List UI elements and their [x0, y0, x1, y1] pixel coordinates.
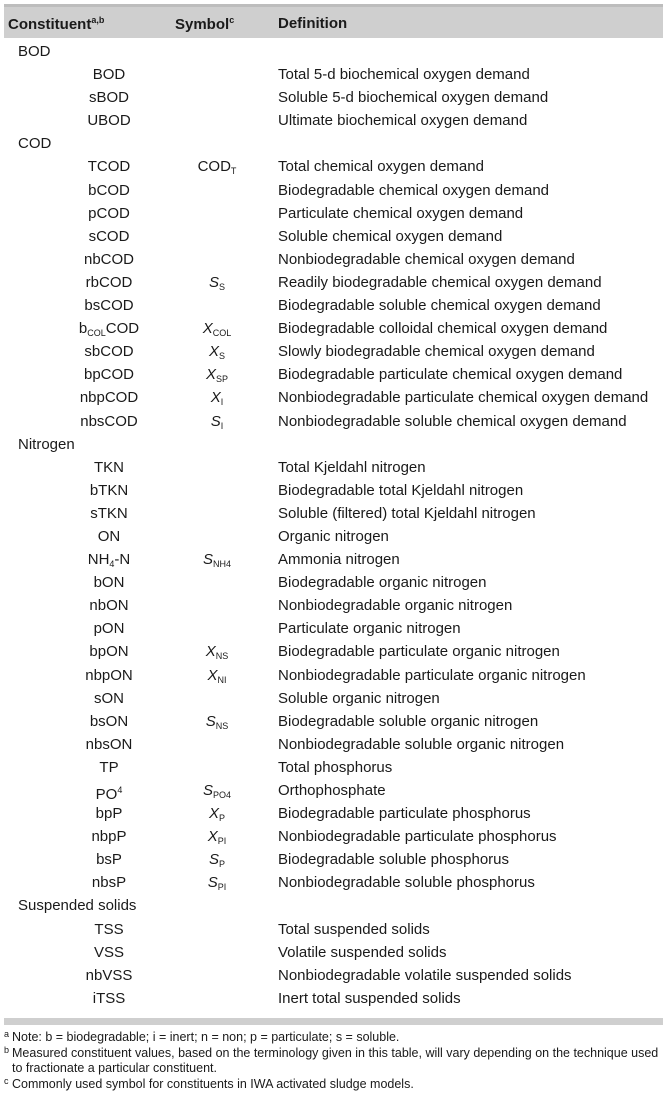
symbol-text: X	[210, 389, 221, 407]
constituent-cell	[50, 63, 168, 86]
symbol-text: S	[208, 273, 219, 291]
table-row	[4, 363, 663, 386]
symbol-subscript: SP	[216, 374, 229, 385]
constituent-cell	[50, 664, 168, 687]
constituent-subscript: 4	[109, 559, 115, 570]
table-row	[4, 941, 663, 964]
symbol-text: X	[205, 366, 216, 384]
definition-cell: Biodegradable particulate organic nitrogen	[278, 643, 560, 661]
table-row	[4, 479, 663, 502]
table-row	[4, 248, 663, 271]
constituent-text: iTSS	[92, 989, 126, 1007]
symbol-subscript: I	[220, 420, 224, 431]
table-row	[4, 710, 663, 733]
constituent-cell	[50, 294, 168, 317]
constituent-cell	[50, 871, 168, 894]
constituent-text: nbpCOD	[79, 389, 139, 407]
definition-cell: Total 5-d biochemical oxygen demand	[278, 66, 530, 84]
table-row	[4, 617, 663, 640]
definition-cell: Total phosphorus	[278, 758, 393, 776]
constituent-text: nbON	[89, 597, 129, 615]
definition-cell: Slowly biodegradable chemical oxygen demand	[278, 343, 595, 361]
constituent-text: rbCOD	[85, 273, 133, 291]
constituent-text: NH	[87, 551, 110, 569]
table-row	[4, 733, 663, 756]
symbol-subscript: PI	[217, 836, 227, 847]
table-row	[4, 271, 663, 294]
table-row	[4, 502, 663, 525]
symbol-subscript: PO4	[213, 790, 232, 800]
symbol-subscript: P	[219, 813, 226, 824]
constituent-text: UBOD	[87, 112, 131, 130]
symbol-subscript: S	[219, 281, 226, 292]
table-row	[4, 664, 663, 687]
group-row	[4, 433, 663, 456]
constituent-text: b	[78, 320, 88, 338]
definition-cell: Inert total suspended solids	[278, 989, 461, 1007]
constituent-cell	[50, 155, 168, 178]
definition-cell: Biodegradable total Kjeldahl nitrogen	[278, 481, 524, 499]
definition-cell: Nonbiodegradable soluble organic nitrogen	[278, 735, 565, 753]
table-row	[4, 86, 663, 109]
constituent-cell	[50, 456, 168, 479]
definition-cell: Nonbiodegradable soluble phosphorus	[278, 874, 535, 892]
constituent-cell	[50, 941, 168, 964]
table-row	[4, 386, 663, 409]
table-row	[4, 848, 663, 871]
constituent-text: bON	[93, 574, 125, 592]
constituent-superscript: 4	[117, 785, 123, 795]
constituent-text: nbCOD	[83, 250, 135, 268]
constituent-text: bpP	[95, 805, 123, 823]
table-row	[4, 964, 663, 987]
symbol-subscript: NI	[217, 674, 227, 685]
definition-cell: Nonbiodegradable volatile suspended solids	[278, 966, 572, 984]
table-row	[4, 594, 663, 617]
definition-cell: Soluble chemical oxygen demand	[278, 227, 503, 245]
definition-cell: Biodegradable soluble organic nitrogen	[278, 712, 539, 730]
symbol-text: S	[202, 551, 213, 569]
constituent-cell	[50, 733, 168, 756]
symbol-text: S	[208, 851, 219, 869]
constituent-cell	[50, 918, 168, 941]
definition-cell: Volatile suspended solids	[278, 943, 447, 961]
constituent-text: bsCOD	[84, 297, 134, 315]
definition-cell: Biodegradable colloidal chemical oxygen demand	[278, 320, 608, 338]
constituent-cell	[50, 825, 168, 848]
symbol-subscript: S	[219, 351, 226, 362]
table-body	[4, 40, 663, 1010]
table-footnotes	[4, 1030, 663, 1092]
definition-cell: Nonbiodegradable chemical oxygen demand	[278, 250, 575, 268]
table-row	[4, 640, 663, 663]
table-row	[4, 802, 663, 825]
table-row	[4, 756, 663, 779]
symbol-subscript: T	[230, 166, 237, 177]
constituent-text: bpON	[89, 643, 129, 661]
constituent-cell	[50, 225, 168, 248]
constituent-text: pON	[93, 620, 125, 638]
constituent-cell	[50, 571, 168, 594]
table-row	[4, 202, 663, 225]
constituent-cell	[50, 687, 168, 710]
constituent-cell	[50, 386, 168, 409]
table-row	[4, 109, 663, 132]
group-row	[4, 132, 663, 155]
symbol-text: X	[208, 343, 219, 361]
definition-cell: Nonbiodegradable particulate organic nitrogen	[278, 666, 586, 684]
constituent-cell	[50, 848, 168, 871]
constituent-text: TP	[99, 758, 119, 776]
constituent-text: sTKN	[90, 504, 128, 522]
constituent-text: BOD	[92, 66, 126, 84]
group-row	[4, 894, 663, 917]
table-row	[4, 571, 663, 594]
constituent-text: TCOD	[87, 158, 131, 176]
constituent-cell	[50, 987, 168, 1010]
constituent-cell	[50, 271, 168, 294]
symbol-subscript: COL	[212, 328, 232, 339]
symbol-subscript: P	[219, 859, 226, 870]
constituent-cell	[50, 964, 168, 987]
header-definition: Definition	[278, 15, 348, 32]
constituent-text: VSS	[93, 943, 124, 961]
definition-cell: Organic nitrogen	[278, 527, 389, 545]
footnote-mark: a	[4, 1029, 10, 1039]
symbol-text: X	[205, 643, 216, 661]
table-row	[4, 410, 663, 433]
symbol-text: X	[202, 320, 213, 338]
table-row	[4, 63, 663, 86]
constituent-text: bCOD	[88, 181, 130, 199]
symbol-text: X	[207, 666, 218, 684]
footnote-text: Commonly used symbol for constituents in IWA activated sludge models.	[12, 1076, 414, 1091]
definition-cell: Ultimate biochemical oxygen demand	[278, 112, 528, 130]
table-header	[4, 4, 663, 38]
table-row	[4, 825, 663, 848]
table-row	[4, 871, 663, 894]
symbol-text: S	[207, 874, 218, 892]
table-row	[4, 225, 663, 248]
definition-cell: Biodegradable organic nitrogen	[278, 574, 487, 592]
constituent-text: nbpP	[91, 828, 127, 846]
definition-cell: Total suspended solids	[278, 920, 430, 938]
definition-cell: Nonbiodegradable organic nitrogen	[278, 597, 513, 615]
constituent-cell	[50, 594, 168, 617]
symbol-subscript: NS	[215, 720, 229, 731]
footnote	[4, 1077, 663, 1093]
table-row	[4, 155, 663, 178]
table-row	[4, 918, 663, 941]
definition-cell: Nonbiodegradable soluble chemical oxygen demand	[278, 412, 627, 430]
definition-cell: Nonbiodegradable particulate phosphorus	[278, 828, 557, 846]
constituent-cell	[50, 640, 168, 663]
constituent-cell	[50, 802, 168, 825]
constituent-text: TSS	[94, 920, 124, 938]
footnote-mark: c	[4, 1075, 9, 1086]
definition-cell: Soluble organic nitrogen	[278, 689, 440, 707]
constituent-cell	[50, 410, 168, 433]
constituent-cell	[50, 525, 168, 548]
group-label: Suspended solids	[18, 897, 137, 915]
definition-cell: Readily biodegradable chemical oxygen demand	[278, 273, 602, 291]
constituent-cell	[50, 248, 168, 271]
definition-cell: Particulate organic nitrogen	[278, 620, 461, 638]
constituent-suffix: COD	[105, 320, 140, 338]
footnote	[4, 1046, 663, 1077]
header-constituent: Constituent$^{a,b}$	[8, 15, 105, 33]
constituent-cell	[50, 202, 168, 225]
constituent-cell	[50, 617, 168, 640]
symbol-text: X	[208, 805, 219, 823]
definition-cell: Orthophosphate	[278, 782, 386, 799]
group-label: Nitrogen	[18, 435, 75, 453]
definition-cell: Biodegradable soluble chemical oxygen demand	[278, 297, 601, 315]
group-label: COD	[18, 135, 52, 153]
constituent-cell	[50, 710, 168, 733]
constituent-text: bsON	[89, 712, 129, 730]
definition-cell: Soluble (filtered) total Kjeldahl nitrogen	[278, 504, 536, 522]
constituent-text: bpCOD	[83, 366, 135, 384]
table-row	[4, 987, 663, 1010]
footnote	[4, 1030, 663, 1046]
constituent-suffix: -N	[114, 551, 131, 569]
footnote-mark: b	[4, 1044, 10, 1055]
table-row	[4, 687, 663, 710]
constituent-text: nbsCOD	[80, 412, 138, 430]
definition-cell: Ammonia nitrogen	[278, 551, 400, 569]
definition-cell: Biodegradable soluble phosphorus	[278, 851, 510, 869]
constituent-text: nbsP	[91, 874, 127, 892]
definition-cell: Biodegradable particulate phosphorus	[278, 805, 531, 823]
constituent-text: sbCOD	[84, 343, 134, 361]
constituent-text: sBOD	[88, 89, 129, 107]
constituent-text: nbpON	[85, 666, 133, 684]
definition-cell: Particulate chemical oxygen demand	[278, 204, 524, 222]
symbol-text: S	[210, 412, 221, 430]
table-bottom-rule	[4, 1018, 663, 1025]
constituent-text: nbVSS	[85, 966, 133, 984]
constituent-text: sCOD	[88, 227, 130, 245]
definition-cell: Nonbiodegradable particulate chemical oxygen demand	[278, 389, 649, 407]
constituent-text: pCOD	[88, 204, 130, 222]
constituent-cell	[50, 179, 168, 202]
header-symbol: Symbol$^c$	[175, 15, 235, 33]
constituent-text: TKN	[94, 458, 124, 476]
symbol-subscript: NH4	[213, 559, 232, 570]
symbol-text: S	[202, 782, 213, 799]
table-row	[4, 317, 663, 340]
table-row	[4, 525, 663, 548]
constituent-text: ON	[97, 527, 121, 545]
table-row	[4, 340, 663, 363]
symbol-subscript: I	[220, 397, 224, 408]
group-label: BOD	[18, 43, 51, 60]
symbol-subscript: PI	[217, 882, 227, 893]
constituent-text: bTKN	[89, 481, 129, 499]
symbol-text: X	[207, 828, 218, 846]
definition-cell: Biodegradable chemical oxygen demand	[278, 181, 550, 199]
definition-cell: Total Kjeldahl nitrogen	[278, 458, 426, 476]
group-row	[4, 40, 663, 63]
constituent-cell	[50, 340, 168, 363]
table-row	[4, 294, 663, 317]
symbol-text: S	[205, 712, 216, 730]
constituent-cell	[50, 479, 168, 502]
constituent-text: nbsON	[85, 735, 133, 753]
table-row	[4, 179, 663, 202]
constituent-text: sON	[94, 689, 124, 707]
table-row	[4, 456, 663, 479]
definition-cell: Biodegradable particulate chemical oxygen demand	[278, 366, 623, 384]
footnote-text: Note: b = biodegradable; i = inert; n = non; p = particulate; s = soluble.	[12, 1030, 400, 1044]
definition-cell: Total chemical oxygen demand	[278, 158, 484, 176]
constituent-text: PO	[95, 786, 118, 803]
table-row	[4, 779, 663, 802]
footnote-text: Measured constituent values, based on the terminology given in this table, will vary depending on the technique used to fractionate a particular constituent.	[12, 1045, 659, 1075]
symbol-subscript: NS	[215, 651, 229, 662]
definition-cell: Soluble 5-d biochemical oxygen demand	[278, 89, 549, 107]
symbol-text: COD	[197, 158, 231, 176]
constituent-text: bsP	[96, 851, 122, 869]
constituent-cell	[50, 86, 168, 109]
constituent-cell	[50, 109, 168, 132]
constituent-subscript: COL	[87, 328, 106, 339]
constituent-cell	[50, 756, 168, 779]
constituent-cell	[50, 502, 168, 525]
constituent-cell	[50, 363, 168, 386]
table-row	[4, 548, 663, 571]
